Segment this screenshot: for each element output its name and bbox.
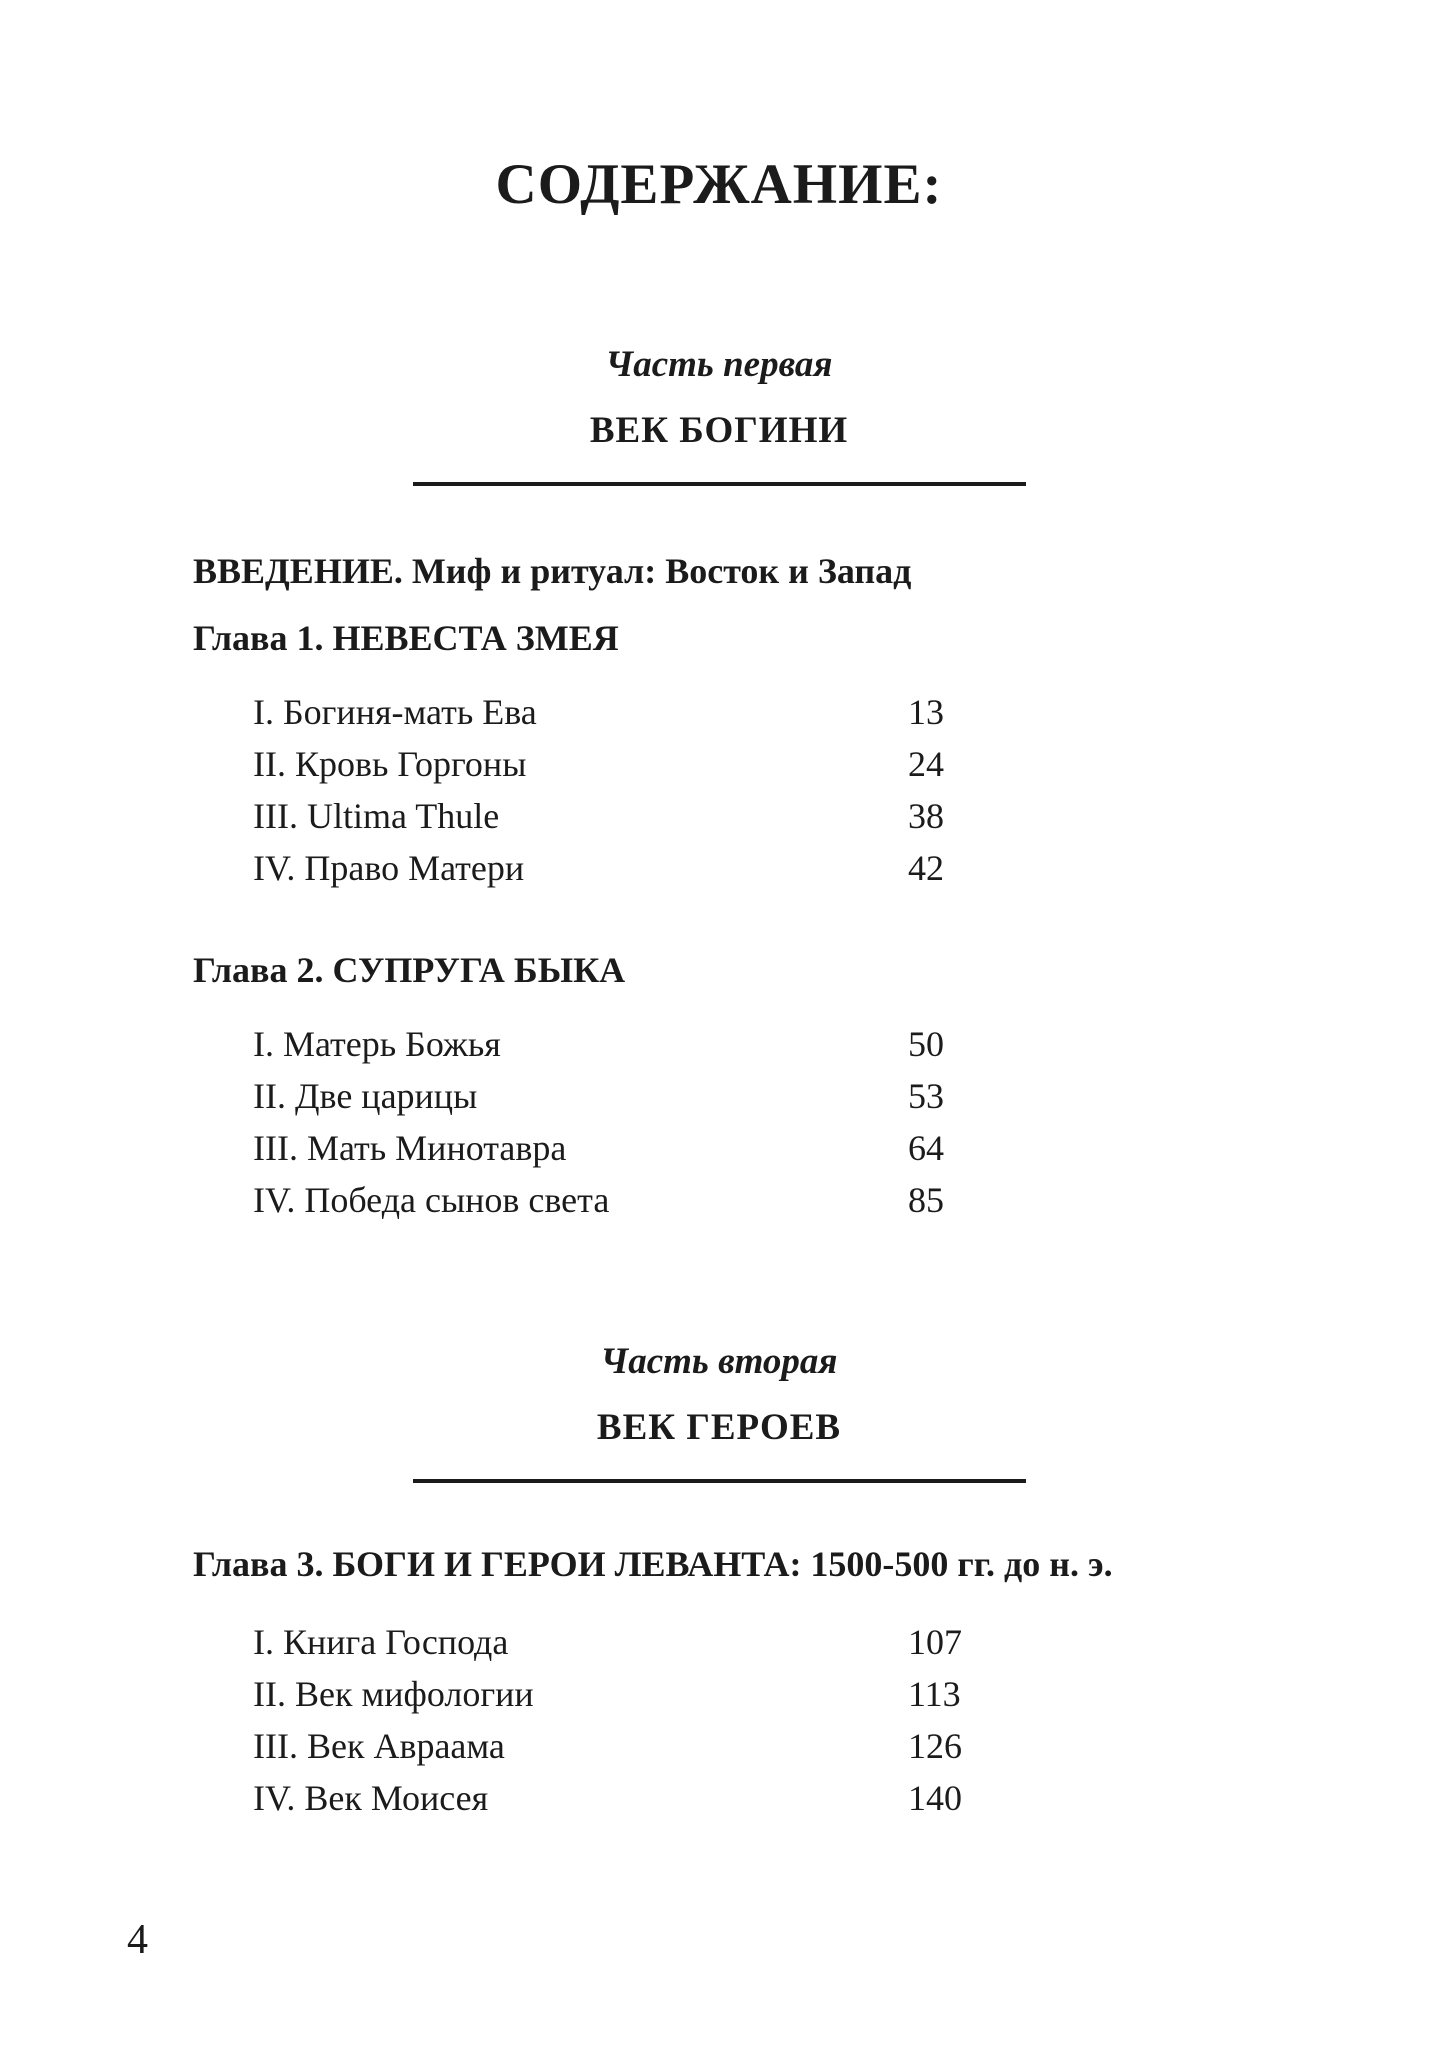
toc-entry: [193, 1772, 1398, 1824]
entry-page-number: 140: [908, 1778, 962, 1818]
toc-entry: [193, 842, 1398, 894]
entry-page-number: 64: [908, 1128, 944, 1168]
entry-page-number: 85: [908, 1180, 944, 1220]
section-chapter-2: [193, 950, 1398, 1226]
toc-entry: [193, 1018, 1398, 1070]
entry-list: [193, 686, 1398, 894]
part-title: ВЕК ГЕРОЕВ: [596, 1407, 842, 1448]
entry-title: I. Матерь Божья: [253, 1024, 501, 1064]
section-heading: Глава 2. СУПРУГА БЫКА: [193, 950, 626, 990]
toc-entry: [193, 1616, 1398, 1668]
entry-page-number: 113: [908, 1674, 961, 1714]
section-heading: Глава 3. БОГИ И ГЕРОИ ЛЕВАНТА: 1500-500 гг. до н. э.: [193, 1544, 1113, 1584]
entry-list: [193, 1616, 1398, 1824]
entry-title: IV. Век Моисея: [253, 1778, 489, 1818]
part-label: Часть вторая: [600, 1341, 838, 1382]
entry-title: III. Век Авраама: [253, 1726, 505, 1766]
entry-page-number: 13: [908, 692, 944, 732]
section-introduction: [193, 551, 1398, 591]
page-title: СОДЕРЖАНИЕ:: [495, 153, 943, 216]
toc-entry: [193, 738, 1398, 790]
toc-entry: [193, 1174, 1398, 1226]
entry-page-number: 53: [908, 1076, 944, 1116]
entry-title: III. Мать Минотавра: [253, 1128, 567, 1168]
entry-title: III. Ultima Thule: [253, 796, 500, 836]
part-second-header: [0, 1340, 1438, 1483]
toc-entry: [193, 1070, 1398, 1122]
entry-list: [193, 1018, 1398, 1226]
divider-line: [413, 1479, 1026, 1483]
part-first-header: [0, 343, 1438, 486]
part-label: Часть первая: [605, 344, 833, 385]
entry-page-number: 50: [908, 1024, 944, 1064]
entry-title: IV. Право Матери: [253, 848, 525, 888]
entry-page-number: 38: [908, 796, 944, 836]
entry-page-number: 42: [908, 848, 944, 888]
entry-title: I. Книга Господа: [253, 1622, 509, 1662]
entry-page-number: 107: [908, 1622, 962, 1662]
section-heading: ВВЕДЕНИЕ. Миф и ритуал: Восток и Запад: [193, 551, 912, 591]
divider-line: [413, 482, 1026, 486]
toc-entry: [193, 1122, 1398, 1174]
page-number: 4: [127, 1917, 148, 1963]
part-title: ВЕК БОГИНИ: [589, 410, 849, 451]
section-heading: Глава 1. НЕВЕСТА ЗМЕЯ: [193, 618, 619, 658]
entry-title: II. Две царицы: [253, 1076, 478, 1116]
toc-entry: [193, 790, 1398, 842]
entry-title: I. Богиня-мать Ева: [253, 692, 537, 732]
entry-page-number: 126: [908, 1726, 962, 1766]
entry-page-number: 24: [908, 744, 944, 784]
toc-entry: [193, 1720, 1398, 1772]
section-chapter-3: [193, 1544, 1398, 1824]
entry-title: II. Век мифологии: [253, 1674, 534, 1714]
section-chapter-1: [193, 618, 1398, 894]
entry-title: IV. Победа сынов света: [253, 1180, 610, 1220]
entry-title: II. Кровь Горгоны: [253, 744, 527, 784]
toc-entry: [193, 686, 1398, 738]
toc-entry: [193, 1668, 1398, 1720]
